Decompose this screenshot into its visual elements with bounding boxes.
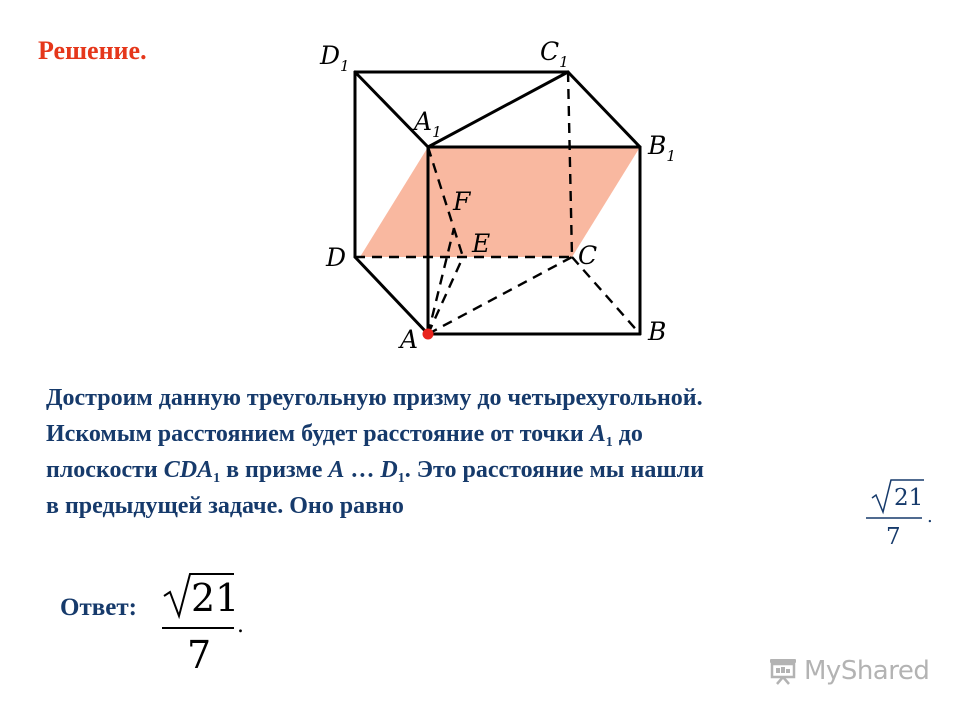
text-line-4: в предыдущей задаче. Оно равно [46, 493, 404, 519]
edge-a-c-hidden [428, 257, 572, 334]
section-plane [360, 147, 640, 257]
label-b1: $B_1$ [648, 131, 676, 165]
answer-fraction-period: . [237, 613, 244, 638]
solution-text [46, 380, 946, 524]
solution-heading: Решение. [38, 36, 147, 65]
answer-fraction-denominator: 7 [187, 633, 212, 672]
edge-d-a [355, 257, 428, 334]
edge-a1-c1 [428, 72, 568, 147]
label-a: A [400, 325, 419, 354]
label-e: E [472, 229, 491, 258]
edge-c1-b1 [568, 72, 640, 147]
text-line-1: Достроим данную треугольную призму до четырехугольной. [46, 385, 703, 411]
answer-label: Ответ: [60, 594, 137, 621]
prism-diagram [310, 30, 690, 360]
label-d1: $D_1$ [320, 41, 350, 75]
label-b: B [648, 317, 667, 346]
watermark-text: MyShared [804, 656, 930, 686]
text-line-2: Искомым расстоянием будет расстояние от точки $A_1$ до [46, 421, 643, 450]
segment-a-e-hidden [428, 257, 463, 334]
label-a1: $A_1$ [414, 107, 442, 141]
answer-fraction [160, 568, 260, 672]
inline-fraction-numerator: 21 [894, 485, 924, 511]
watermark [768, 656, 929, 686]
label-c1: $C_1$ [540, 37, 569, 71]
inline-fraction-period: . [927, 506, 933, 527]
text-line-3: плоскости $CDA_1$ в призме A … $D_1$. Это расстояние мы нашли [46, 457, 704, 486]
point-a-marker [423, 329, 434, 340]
inline-fraction-denominator: 7 [886, 524, 901, 550]
label-d: D [326, 243, 347, 272]
projector-board-icon [768, 656, 798, 686]
label-c: C [578, 241, 598, 270]
inline-fraction [864, 478, 944, 550]
answer-fraction-numerator: 21 [191, 576, 240, 620]
label-f: F [453, 187, 471, 216]
